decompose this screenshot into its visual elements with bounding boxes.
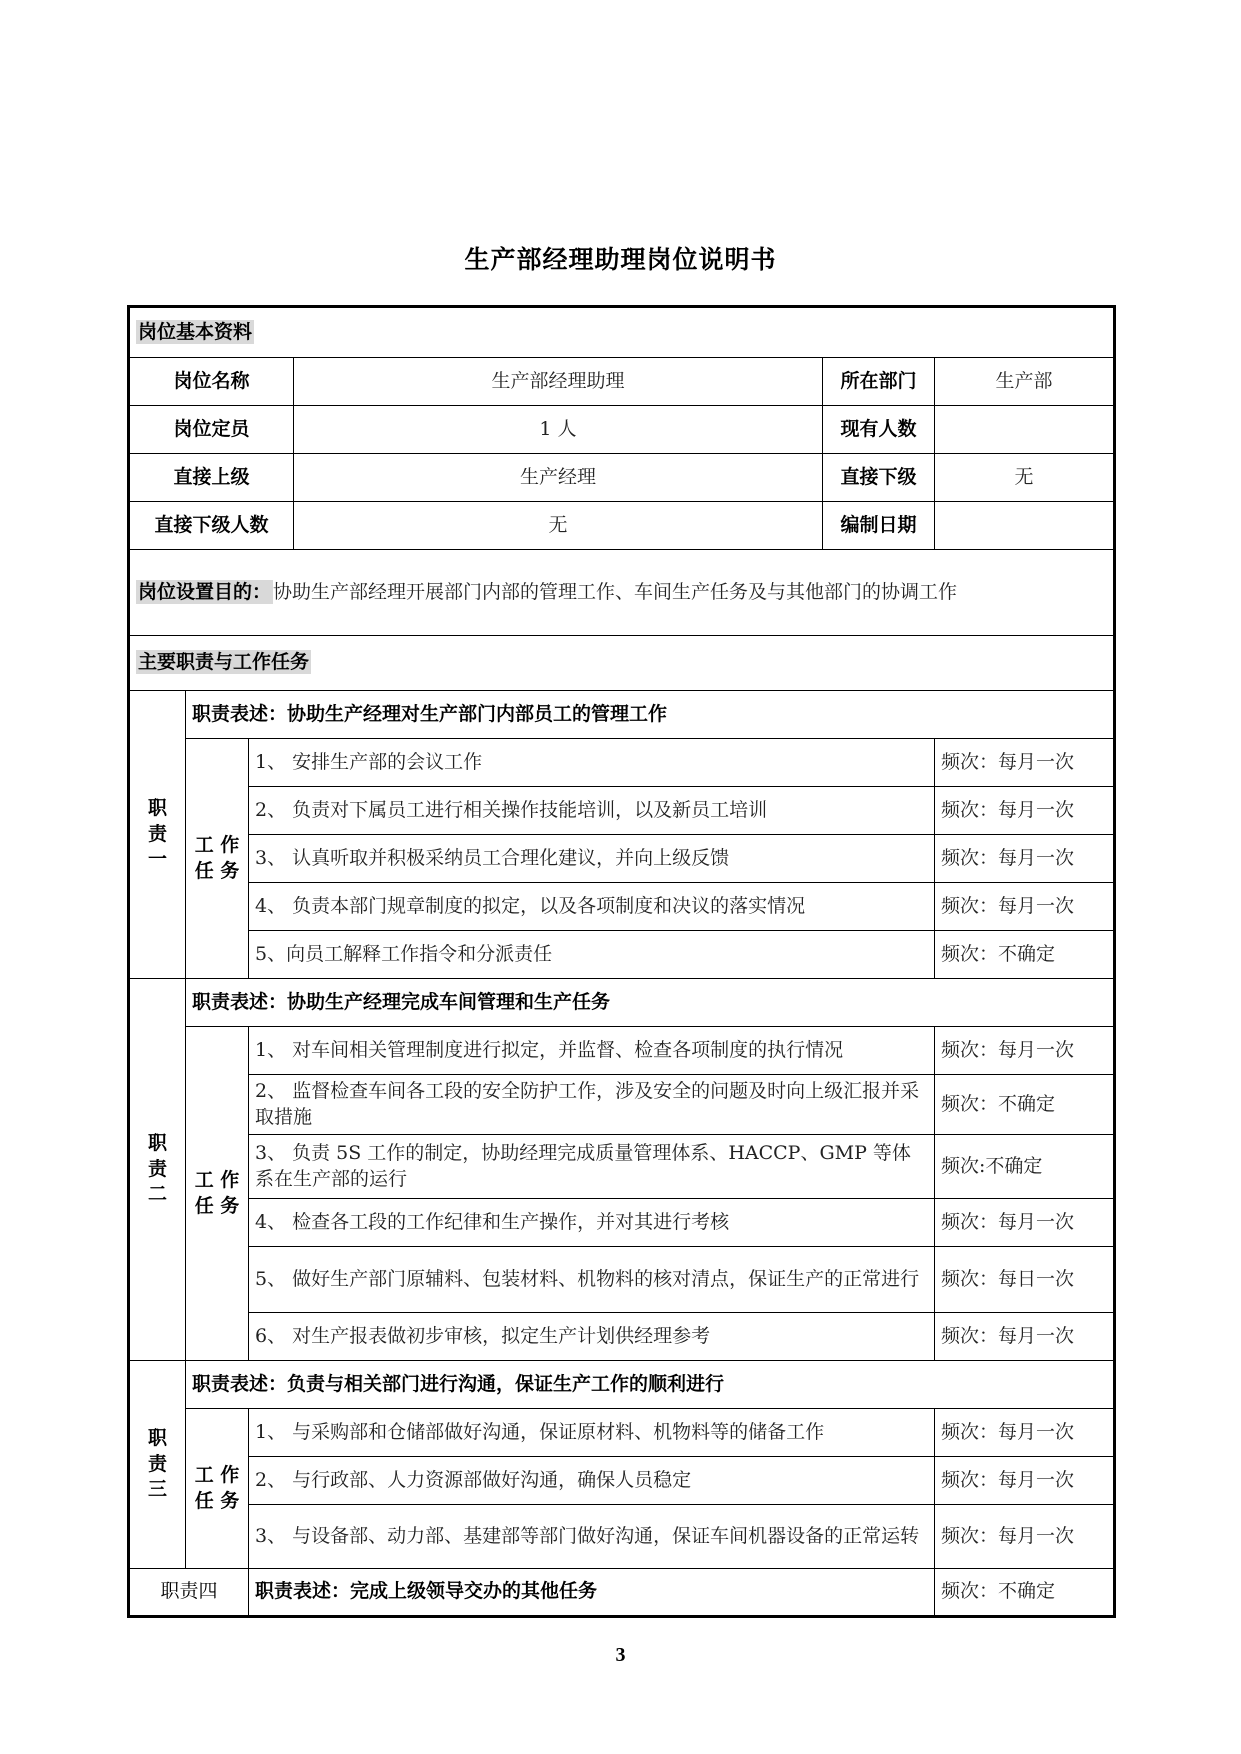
task-row xyxy=(129,931,1115,979)
info-label: 岗位定员 xyxy=(129,406,294,454)
position-purpose xyxy=(129,550,1115,636)
task-text: 4、 负责本部门规章制度的拟定，以及各项制度和决议的落实情况 xyxy=(249,883,935,931)
task-frequency: 频次：不确定 xyxy=(935,931,1115,979)
task-frequency: 频次：不确定 xyxy=(935,1075,1115,1135)
task-label: 工 作 任 务 xyxy=(186,739,249,979)
task-frequency: 频次：每月一次 xyxy=(935,1199,1115,1247)
task-text: 3、 负责 5S 工作的制定，协助经理完成质量管理体系、HACCP、GMP 等体系在生产部的运行 xyxy=(249,1135,935,1199)
basic-info-row xyxy=(129,454,1115,502)
task-label: 工 作 任 务 xyxy=(186,1027,249,1361)
duties-heading: 主要职责与工作任务 xyxy=(129,636,1115,691)
task-frequency: 频次：每月一次 xyxy=(935,1409,1115,1457)
basic-info-heading: 岗位基本资料 xyxy=(129,307,1115,358)
basic-info-row xyxy=(129,406,1115,454)
duty-name: 职 责 三 xyxy=(129,1361,186,1569)
task-text: 2、 监督检查车间各工段的安全防护工作，涉及安全的问题及时向上级汇报并采取措施 xyxy=(249,1075,935,1135)
info-label: 编制日期 xyxy=(823,502,935,550)
info-label: 直接下级 xyxy=(823,454,935,502)
info-value: 生产部经理助理 xyxy=(294,358,823,406)
info-value xyxy=(935,502,1115,550)
task-frequency: 频次:不确定 xyxy=(935,1135,1115,1199)
task-row xyxy=(129,1247,1115,1313)
task-text: 2、 负责对下属员工进行相关操作技能培训，以及新员工培训 xyxy=(249,787,935,835)
info-label: 直接下级人数 xyxy=(129,502,294,550)
task-frequency: 频次：每月一次 xyxy=(935,739,1115,787)
info-value: 生产部 xyxy=(935,358,1115,406)
task-frequency: 频次：每月一次 xyxy=(935,1027,1115,1075)
duty-description: 职责表述：完成上级领导交办的其他任务 xyxy=(249,1569,935,1617)
task-row xyxy=(129,1409,1115,1457)
duty-description: 职责表述：负责与相关部门进行沟通，保证生产工作的顺利进行 xyxy=(186,1361,1115,1409)
duty-name: 职 责 一 xyxy=(129,691,186,979)
duty-name: 职 责 二 xyxy=(129,979,186,1361)
task-row xyxy=(129,835,1115,883)
info-label: 所在部门 xyxy=(823,358,935,406)
task-text: 4、 检查各工段的工作纪律和生产操作，并对其进行考核 xyxy=(249,1199,935,1247)
task-frequency: 频次：不确定 xyxy=(935,1569,1115,1617)
task-text: 5、向员工解释工作指令和分派责任 xyxy=(249,931,935,979)
page-number: 3 xyxy=(615,1644,626,1666)
task-text: 1、 与采购部和仓储部做好沟通，保证原材料、机物料等的储备工作 xyxy=(249,1409,935,1457)
task-text: 1、 安排生产部的会议工作 xyxy=(249,739,935,787)
basic-info-row xyxy=(129,502,1115,550)
task-row xyxy=(129,1199,1115,1247)
duty-name: 职责四 xyxy=(129,1569,249,1617)
task-frequency: 频次：每日一次 xyxy=(935,1247,1115,1313)
task-row xyxy=(129,1075,1115,1135)
duty-description: 职责表述：协助生产经理完成车间管理和生产任务 xyxy=(186,979,1115,1027)
info-value: 无 xyxy=(935,454,1115,502)
job-description-table xyxy=(127,305,1116,1618)
purpose-text: 协助生产部经理开展部门内部的管理工作、车间生产任务及与其他部门的协调工作 xyxy=(273,580,958,603)
task-row xyxy=(129,1505,1115,1569)
task-row xyxy=(129,787,1115,835)
info-value: 生产经理 xyxy=(294,454,823,502)
info-label: 岗位名称 xyxy=(129,358,294,406)
task-row xyxy=(129,1027,1115,1075)
task-row xyxy=(129,883,1115,931)
info-value xyxy=(935,406,1115,454)
duty-four-row xyxy=(129,1569,1115,1617)
duty-description: 职责表述：协助生产经理对生产部门内部员工的管理工作 xyxy=(186,691,1115,739)
task-frequency: 频次：每月一次 xyxy=(935,883,1115,931)
task-row xyxy=(129,1457,1115,1505)
task-frequency: 频次：每月一次 xyxy=(935,1313,1115,1361)
info-label: 直接上级 xyxy=(129,454,294,502)
task-text: 6、 对生产报表做初步审核，拟定生产计划供经理参考 xyxy=(249,1313,935,1361)
task-frequency: 频次：每月一次 xyxy=(935,835,1115,883)
task-frequency: 频次：每月一次 xyxy=(935,1505,1115,1569)
purpose-label: 岗位设置目的： xyxy=(138,580,272,603)
info-value: 1 人 xyxy=(294,406,823,454)
task-text: 3、 与设备部、动力部、基建部等部门做好沟通，保证车间机器设备的正常运转 xyxy=(249,1505,935,1569)
task-frequency: 频次：每月一次 xyxy=(935,787,1115,835)
task-label: 工 作 任 务 xyxy=(186,1409,249,1569)
info-label: 现有人数 xyxy=(823,406,935,454)
task-text: 2、 与行政部、人力资源部做好沟通，确保人员稳定 xyxy=(249,1457,935,1505)
document-title: 生产部经理助理岗位说明书 xyxy=(464,245,777,274)
task-row xyxy=(129,739,1115,787)
basic-info-row xyxy=(129,358,1115,406)
task-frequency: 频次：每月一次 xyxy=(935,1457,1115,1505)
task-text: 1、 对车间相关管理制度进行拟定，并监督、检查各项制度的执行情况 xyxy=(249,1027,935,1075)
task-row xyxy=(129,1313,1115,1361)
task-text: 5、 做好生产部门原辅料、包装材料、机物料的核对清点，保证生产的正常进行 xyxy=(249,1247,935,1313)
info-value: 无 xyxy=(294,502,823,550)
task-row xyxy=(129,1135,1115,1199)
task-text: 3、 认真听取并积极采纳员工合理化建议，并向上级反馈 xyxy=(249,835,935,883)
